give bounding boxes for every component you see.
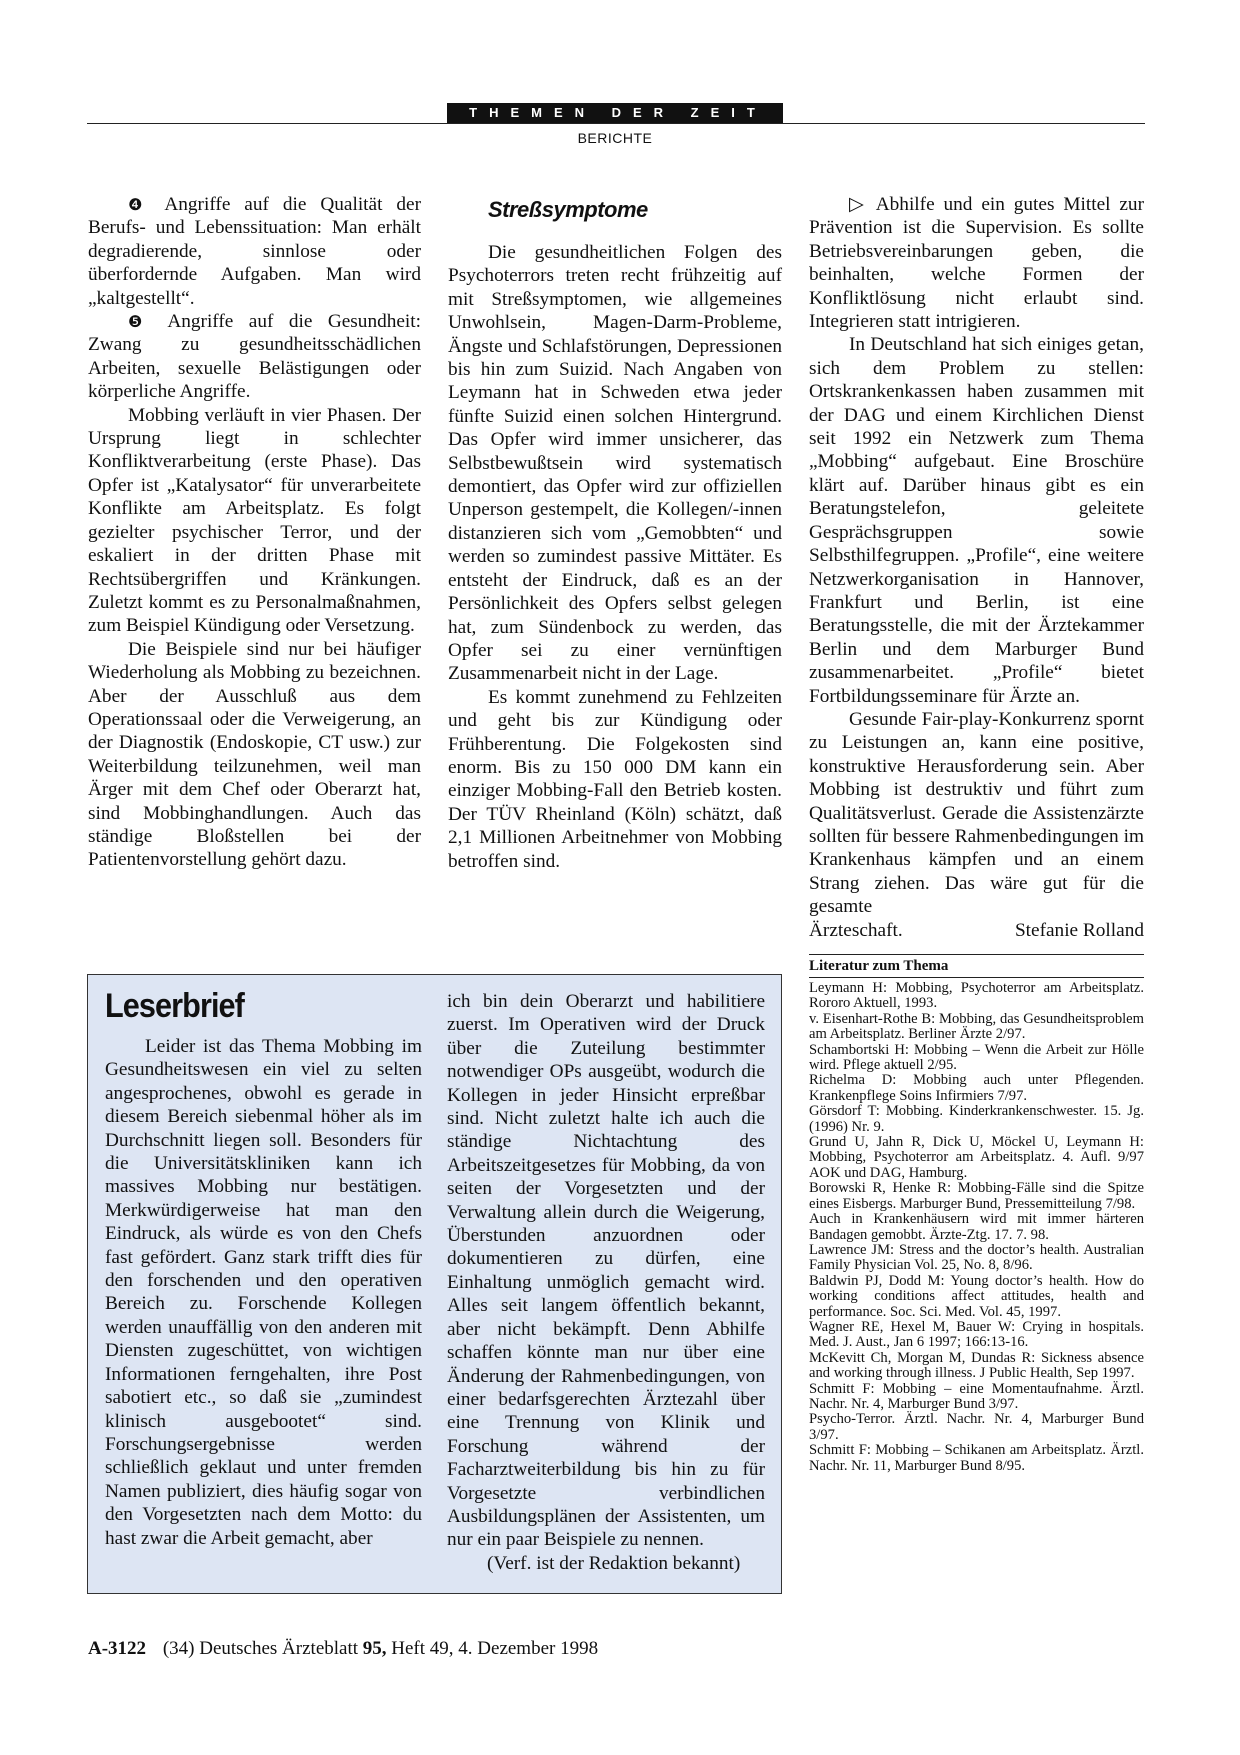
literature-entry: Psycho-Terror. Ärztl. Nachr. Nr. 4, Marburger Bund 3/97.: [809, 1411, 1144, 1443]
header-rule: [87, 123, 1145, 124]
paragraph: Die gesundheitlichen Folgen des Psychoterrors treten recht frühzeitig auf mit Streßsymptomen, wie allgemeines Unwohlsein, Magen-Darm-Probleme, Ängste und Schlafstörungen, Depressionen bis hin zum Suizid. Nach Angaben von Leymann hat in Schweden etwa jeder fünfte Suizid einen solchen Hintergrund. Das Opfer wird immer unsicherer, das Selbstbewußtsein wird systematisch demontiert, das Opfer wird zur offiziellen Unperson gestempelt, die Kollegen/-innen distanzieren sich vom „Gemobbten“ und werden so zumindest passive Mittäter. Es entsteht der Eindruck, daß es an der Persönlichkeit des Opfers selbst gelegen hat, zum Sündenbock zu werden, das Opfer sei zu einer vernünftigen Zusammenarbeit nicht in der Lage.: [448, 242, 782, 685]
literature-entry: Richelma D: Mobbing auch unter Pflegenden. Krankenpflege Soins Infirmiers 7/97.: [809, 1072, 1144, 1104]
subheading: Streßsymptome: [488, 197, 648, 222]
literature-box: [809, 954, 1144, 1474]
literature-list: [809, 981, 1144, 1474]
journal-name: Deutsches Ärzteblatt: [199, 1638, 359, 1659]
paragraph: [809, 193, 1144, 333]
literature-entry: Schmitt F: Mobbing – eine Momentaufnahme. Ärztl. Nachr. Nr. 4, Marburger Bund 3/97.: [809, 1380, 1144, 1412]
literature-entry: Grund U, Jahn R, Dick U, Möckel U, Leymann H: Mobbing, Psychoterror am Arbeitsplatz. 4. Aufl. 9/97 AOK und DAG, Hamburg.: [809, 1134, 1144, 1181]
article-column-3: [809, 193, 1144, 942]
paragraph: [88, 310, 421, 404]
paragraph: In Deutschland hat sich einiges getan, sich dem Problem zu stellen: Ortskrankenkassen haben zusammen mit der DAG und einem Kirchlichen Dienst seit 1992 ein Netzwerk zum Thema „Mobbing“ aufgebaut. Eine Broschüre klärt auf. Darüber hinaus gibt es ein Beratungstelefon, geleitete Gesprächsgruppen sowie Selbsthilfegruppen. „Profile“, eine weitere Netzwerkorganisation in Hannover, Frankfurt und Berlin, ist eine Beratungsstelle, die mit der Ärztekammer Berlin und dem Marburger Bund zusammenarbeitet. „Profile“ bietet Fortbildungsseminare für Ärzte an.: [809, 334, 1144, 707]
journal-volume: 95,: [362, 1638, 387, 1659]
page-number: (34): [162, 1638, 195, 1659]
author-name: Stefanie Rolland: [1014, 919, 1144, 941]
divider: [809, 954, 1144, 955]
literature-entry: Wagner RE, Hexel M, Bauer W: Crying in hospitals. Med. J. Aust., Jan 6 1997; 166:13-16.: [809, 1318, 1144, 1351]
literature-entry: Baldwin PJ, Dodd M: Young doctor’s health. How do working conditions affect attitudes, health and performance. Soc. Sci. Med. Vol. 45, 1997.: [809, 1272, 1144, 1320]
section-subtitle: BERICHTE: [577, 130, 653, 146]
letter-box: [87, 974, 782, 1594]
literature-entry: Schambortski H: Mobbing – Wenn die Arbeit zur Hölle wird. Pflege aktuell 2/95.: [809, 1041, 1144, 1074]
number-4-icon: ❹: [128, 195, 152, 214]
paragraph: ich bin dein Oberarzt und habilitiere zuerst. Im Operativen wird der Druck über die Zuteilung bestimmter notwendiger OPs ausgeübt, wodurch die Kollegen in jeder Hinsicht erpreßbar sind. Nicht zuletzt halte ich auch die ständige Nichtachtung des Arbeitszeitgesetzes für Mobbing, da von seiten der Vorgesetzten und der Verwaltung allein durch die Weigerung, Überstunden anzuordnen oder dokumentieren zu dürfen, eine Einhaltung unmöglich gemacht wird. Alles seit langem öffentlich bekannt, aber nicht bekämpft. Denn Abhilfe schaffen könnte man nur über eine Änderung der Rahmenbedingungen, von einer bedarfsgerechten Ärztezahl über eine Trennung von Klinik und Forschung während der Facharztweiterbildung bis hin zu für Vorgesetzte verbindlichen Ausbildungsplänen der Assistenten, um nur ein paar Beispiele zu nennen.: [447, 991, 765, 1551]
page-footer: [88, 1637, 598, 1661]
paragraph: Mobbing verläuft in vier Phasen. Der Ursprung liegt in schlechter Konfliktverarbeitung (erste Phase). Das Opfer ist „Katalysator“ für unverarbeitete Konflikte am Arbeitsplatz. Es folgt gezielter psychischer Terror, und der eskaliert in der dritten Phase mit Rechtsübergriffen und Kränkungen. Zuletzt kommt es zu Personalmaßnahmen, zum Beispiel Kündigung oder Versetzung.: [88, 404, 421, 637]
paragraph: [88, 193, 421, 310]
paragraph: Gesunde Fair-play-Konkurrenz spornt zu Leistungen an, kann eine positive, konstruktive Herausforderung sein. Aber Mobbing ist destruktiv und führt zum Qualitätsverlust. Gerade die Assistenzärzte sollten für bessere Rahmenbedingungen im Krankenhaus kämpfen und an einem Strang ziehen. Das wäre gut für die gesamte: [809, 708, 1144, 918]
literature-entry: Auch in Krankenhäusern wird mit immer härteren Bandagen gemobbt. Ärzte-Ztg. 17. 7. 98.: [809, 1211, 1144, 1243]
paragraph: Es kommt zunehmend zu Fehlzeiten und geht bis zur Kündigung oder Frühberentung. Die Folgekosten sind enorm. Bis zu 150 000 DM kann ein einziger Mobbing-Fall den Betrieb kosten. Der TÜV Rheinland (Köln) schätzt, daß 2,1 Millionen Arbeitnehmer von Mobbing betroffen sind.: [448, 686, 782, 872]
letter-column-1: [105, 1035, 422, 1550]
literature-entry: McKevitt Ch, Morgan M, Dundas R: Sickness absence and working through illness. J Public Health, Sep 1997.: [809, 1349, 1144, 1382]
paragraph-text: Angriffe auf die Gesundheit: Zwang zu gesundheitsschädlichen Arbeiten, sexuelle Belästigungen oder körperliche Angriffe.: [88, 311, 421, 403]
page-folio: A-3122: [88, 1638, 147, 1659]
letter-title: Leserbrief: [105, 987, 244, 1025]
literature-entry: v. Eisenhart-Rothe B: Mobbing, das Gesundheitsproblem am Arbeitsplatz. Berliner Ärzte 2/97.: [809, 1010, 1144, 1043]
signoff-line: [809, 919, 1144, 942]
literature-title: Literatur zum Thema: [809, 958, 949, 974]
literature-entry: Görsdorf T: Mobbing. Kinderkrankenschwester. 15. Jg. (1996) Nr. 9.: [809, 1103, 1144, 1135]
literature-entry: Schmitt F: Mobbing – Schikanen am Arbeitsplatz. Ärztl. Nachr. Nr. 11, Marburger Bund 8/95.: [809, 1442, 1144, 1474]
paragraph-last-word: Ärzteschaft.: [809, 919, 903, 941]
paragraph: Die Beispiele sind nur bei häufiger Wiederholung als Mobbing zu bezeichnen. Aber der Ausschluß aus dem Operationssaal oder die Verweigerung, an der Diagnostik (Endoskopie, CT usw.) zur Weiterbildung teilzunehmen, weil man Ärger mit dem Chef oder Oberarzt hat, sind Mobbinghandlungen. Auch das ständige Bloßstellen bei der Patientenvorstellung gehört dazu.: [88, 638, 421, 871]
paragraph-text: Angriffe auf die Qualität der Berufs- und Lebenssituation: Man erhält degradierende, sinnlose oder überfordernde Aufgaben. Man wird „kaltgestellt“.: [88, 194, 422, 309]
article-column-2: [448, 193, 782, 873]
journal-issue: Heft 49, 4. Dezember 1998: [391, 1638, 599, 1659]
article-column-1: [88, 193, 421, 872]
divider: [809, 977, 1144, 978]
literature-entry: Lawrence JM: Stress and the doctor’s health. Australian Family Physician Vol. 25, No. 8, 8/96.: [809, 1241, 1144, 1274]
number-5-icon: ❺: [128, 312, 153, 332]
letter-signature: (Verf. ist der Redaktion bekannt): [487, 1552, 741, 1574]
paragraph: Leider ist das Thema Mobbing im Gesundheitswesen ein viel zu selten angesprochenes, obwohl es gerade in diesem Bereich siebenmal höher als im Durchschnitt liegen soll. Besonders für die Universitätskliniken kann ich massives Mobbing nur bestätigen. Merkwürdigerweise hat man den Eindruck, als würde es von den Chefs fast gefördert. Ganz stark trifft dies für den forschenden und den operativen Bereich zu. Forschende Kollegen werden unauffällig von den anderen mit Diensten zugeschüttet, von wichtigen Informationen ferngehalten, ihre Post sabotiert etc., so daß sie „zumindest klinisch ausgebootet“ sind. Forschungsergebnisse werden schließlich geklaut und unter fremden Namen publiziert, dies häufig sogar von den Vorgesetzten nach dem Motto: du hast zwar die Arbeit gemacht, aber: [105, 1036, 422, 1549]
paragraph-text: Abhilfe und ein gutes Mittel zur Prävention ist die Supervision. Es sollte Betriebsvereinbarungen geben, die beinhalten, welche Formen der Konfliktlösung nicht erlaubt sind. Integrieren statt intrigieren.: [809, 194, 1144, 333]
letter-column-2: [447, 990, 765, 1575]
literature-entry: Leymann H: Mobbing, Psychoterror am Arbeitsplatz. Rororo Aktuell, 1993.: [809, 980, 1144, 1012]
section-banner: THEMEN DER ZEIT: [447, 103, 783, 123]
literature-entry: Borowski R, Henke R: Mobbing-Fälle sind die Spitze eines Eisbergs. Marburger Bund, Pressemitteilung 7/98.: [809, 1180, 1144, 1212]
triangle-right-icon: ▷: [849, 194, 868, 215]
